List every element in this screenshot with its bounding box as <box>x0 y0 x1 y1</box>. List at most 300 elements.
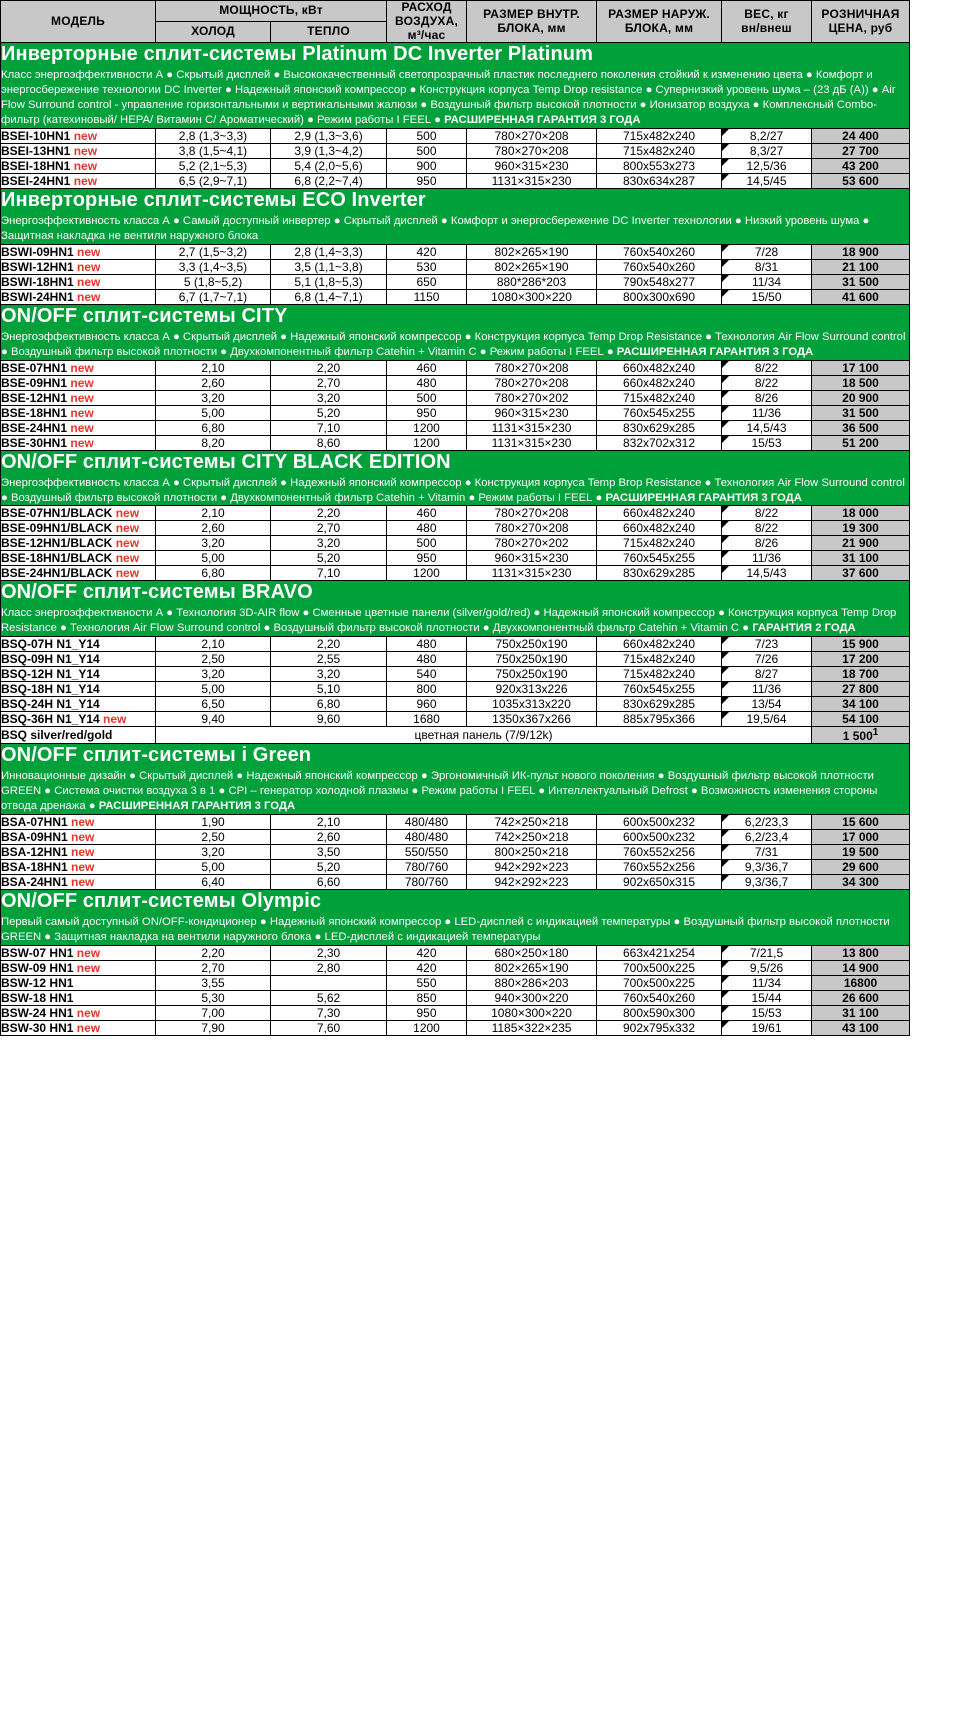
table-row <box>1 405 910 420</box>
cell-airflow: 960 <box>387 697 467 712</box>
cell-outer-size: 660x482x240 <box>597 521 722 536</box>
table-row <box>1 960 910 975</box>
cell-price: 16800 <box>812 975 910 990</box>
table-row <box>1 652 910 667</box>
table-row <box>1 637 910 652</box>
cell-price: 19 300 <box>812 521 910 536</box>
table-row <box>1 360 910 375</box>
table-row <box>1 129 910 144</box>
cell-inner-size: 750x250x190 <box>467 652 597 667</box>
cell-cold-power: 2,60 <box>156 375 271 390</box>
cell-heat-power: 7,10 <box>271 566 387 581</box>
cell-model <box>1 814 156 829</box>
cell-airflow: 500 <box>387 129 467 144</box>
cell-airflow: 1200 <box>387 566 467 581</box>
cell-inner-size: 880×286×203 <box>467 975 597 990</box>
cell-airflow: 1150 <box>387 289 467 304</box>
new-badge: new <box>67 390 94 405</box>
weight-line-2: вн/внеш <box>741 20 792 35</box>
cell-price: 17 000 <box>812 829 910 844</box>
column-header-outer-size <box>597 1 722 43</box>
cell-heat-power: 5,10 <box>271 682 387 697</box>
section-warranty-note: ● РАСШИРЕННАЯ ГАРАНТИЯ 3 ГОДА <box>431 114 641 127</box>
cell-inner-size: 1131×315×230 <box>467 174 597 189</box>
model-name: BSE-12HN1 <box>1 390 68 405</box>
table-row <box>1 289 910 304</box>
cell-price: 27 700 <box>812 144 910 159</box>
new-badge: new <box>67 405 94 420</box>
table-row <box>1 712 910 727</box>
cell-cold-power: 5,00 <box>156 551 271 566</box>
cell-price: 26 600 <box>812 990 910 1005</box>
cell-weight: 9,3/36,7 <box>722 859 812 874</box>
cell-outer-size: 830x629x285 <box>597 697 722 712</box>
cell-price: 43 100 <box>812 1020 910 1035</box>
cell-cold-power: 3,20 <box>156 667 271 682</box>
cell-cold-power: 2,60 <box>156 521 271 536</box>
new-badge: new <box>67 420 94 435</box>
cell-heat-power: 3,50 <box>271 844 387 859</box>
model-name: BSA-18HN1 <box>1 859 68 874</box>
new-badge: new <box>67 859 95 874</box>
cell-model <box>1 960 156 975</box>
cell-model <box>1 712 156 727</box>
cell-outer-size: 760x545x255 <box>597 405 722 420</box>
cell-inner-size: 1080×300×220 <box>467 289 597 304</box>
model-name: BSQ-24H N1_Y14 <box>1 697 100 712</box>
cell-model <box>1 859 156 874</box>
section-description: Энергоэффективность класса А ● Скрытый дисплей ● Надежный японский компрессор ● Конструкция корпуса Temp Drop Resistance ● Технология Air Flow Surround control ● Воздушный фильтр высокой плотности ● Двухкомпонентный фильтр Catehin + Vitamin C ● Режим работы I FEEL ● РАСШИРЕННАЯ ГАРАНТИЯ 3 ГОДА <box>1 330 906 358</box>
cell-inner-size: 1350x367x266 <box>467 712 597 727</box>
cell-outer-size: 715x482x240 <box>597 390 722 405</box>
cell-weight: 6,2/23,3 <box>722 814 812 829</box>
cell-weight: 8/22 <box>722 521 812 536</box>
cell-weight: 8/26 <box>722 390 812 405</box>
outer-line-2: БЛОКА, мм <box>624 20 694 35</box>
cell-inner-size: 960×315×230 <box>467 405 597 420</box>
model-name: BSEI-10HN1 <box>1 129 71 144</box>
cell-price: 54 100 <box>812 712 910 727</box>
column-header-inner-size <box>467 1 597 43</box>
cell-heat-power: 5,20 <box>271 405 387 420</box>
airflow-line-2: ВОЗДУХА, <box>395 13 458 28</box>
section-row <box>1 744 910 815</box>
section-title: ON/OFF сплит-системы Olympic <box>1 889 322 912</box>
cell-cold-power: 2,20 <box>156 945 271 960</box>
cell-inner-size: 750x250x190 <box>467 637 597 652</box>
model-name: BSW-18 HN1 <box>1 990 74 1005</box>
cell-weight: 12,5/36 <box>722 159 812 174</box>
inner-line-1: РАЗМЕР ВНУТР. <box>483 6 580 21</box>
cell-weight: 8,3/27 <box>722 144 812 159</box>
cell-weight: 7/28 <box>722 244 812 259</box>
section-banner <box>1 581 910 637</box>
model-name: BSE-18HN1/BLACK <box>1 551 113 566</box>
cell-airflow: 480/480 <box>387 814 467 829</box>
cell-inner-size: 780×270×202 <box>467 536 597 551</box>
cell-heat-power: 5,1 (1,8~5,3) <box>271 274 387 289</box>
model-name: BSE-24HN1/BLACK <box>1 566 113 581</box>
cell-airflow: 900 <box>387 159 467 174</box>
section-warranty-note: ● РАСШИРЕННАЯ ГАРАНТИЯ 3 ГОДА <box>592 491 802 504</box>
cell-cold-power: 8,20 <box>156 435 271 450</box>
cell-airflow: 780/760 <box>387 859 467 874</box>
model-name: BSW-09 HN1 <box>1 960 74 975</box>
table-row <box>1 420 910 435</box>
cell-heat-power: 6,80 <box>271 697 387 712</box>
cell-inner-size: 742×250×218 <box>467 829 597 844</box>
cell-weight: 15/50 <box>722 289 812 304</box>
cell-weight: 13/54 <box>722 697 812 712</box>
cell-airflow: 950 <box>387 1005 467 1020</box>
cell-weight: 7/26 <box>722 652 812 667</box>
cell-outer-size: 902x650x315 <box>597 874 722 889</box>
cell-weight: 8/27 <box>722 667 812 682</box>
cell-cold-power: 5 (1,8~5,2) <box>156 274 271 289</box>
table-row <box>1 975 910 990</box>
cell-airflow: 420 <box>387 945 467 960</box>
airflow-line-3: м³/час <box>407 27 446 42</box>
new-badge: new <box>67 874 95 889</box>
cell-cold-power: 5,30 <box>156 990 271 1005</box>
cell-inner-size: 780×270×208 <box>467 521 597 536</box>
cell-cold-power: 2,10 <box>156 360 271 375</box>
cell-outer-size: 760x552x256 <box>597 859 722 874</box>
cell-model <box>1 874 156 889</box>
cell-weight: 19,5/64 <box>722 712 812 727</box>
table-row <box>1 859 910 874</box>
cell-model <box>1 1020 156 1035</box>
cell-inner-size: 940×300×220 <box>467 990 597 1005</box>
cell-price: 36 500 <box>812 420 910 435</box>
cell-airflow: 480 <box>387 652 467 667</box>
cell-price: 20 900 <box>812 390 910 405</box>
cell-model <box>1 274 156 289</box>
cell-panel-note: цветная панель (7/9/12k) <box>156 727 812 744</box>
cell-model <box>1 682 156 697</box>
cell-price <box>812 727 910 744</box>
cell-price: 31 500 <box>812 274 910 289</box>
cell-airflow: 480/480 <box>387 829 467 844</box>
table-row <box>1 521 910 536</box>
cell-weight: 9,5/26 <box>722 960 812 975</box>
cell-outer-size: 660x482x240 <box>597 360 722 375</box>
cell-cold-power: 9,40 <box>156 712 271 727</box>
cell-outer-size: 800x590x300 <box>597 1005 722 1020</box>
cell-model <box>1 244 156 259</box>
cell-inner-size: 960×315×230 <box>467 159 597 174</box>
cell-price: 24 400 <box>812 129 910 144</box>
column-header-price <box>812 1 910 43</box>
new-badge: new <box>112 566 140 581</box>
cell-weight: 8/26 <box>722 536 812 551</box>
cell-heat-power: 8,60 <box>271 435 387 450</box>
cell-inner-size: 780×270×208 <box>467 375 597 390</box>
table-row <box>1 945 910 960</box>
cell-airflow: 420 <box>387 960 467 975</box>
model-name: BSWI-18HN1 <box>1 274 74 289</box>
table-row <box>1 506 910 521</box>
new-badge: new <box>112 506 140 521</box>
cell-inner-size: 802×265×190 <box>467 960 597 975</box>
cell-inner-size: 1035x313x220 <box>467 697 597 712</box>
cell-price: 18 900 <box>812 244 910 259</box>
cell-outer-size: 715x482x240 <box>597 652 722 667</box>
cell-price: 31 100 <box>812 1005 910 1020</box>
cell-model <box>1 637 156 652</box>
cell-outer-size: 885x795x366 <box>597 712 722 727</box>
weight-line-1: ВЕС, кг <box>744 6 789 21</box>
new-badge: new <box>73 244 101 259</box>
cell-model <box>1 667 156 682</box>
section-description: Класс энергоэффективности А ● Скрытый дисплей ● Высококачественный светопрозрачный пластик последнего поколения стойкий к изменению цвета ● Комфорт и энергосбережение технологии DC Inverter ● Надежный японский компрессор ● Конструкция корпуса Temp Drop resistance ● Супернизкий уровень шума – (23 дБ (А)) ● Air Flow Surround control - управление горизонтальными и вертикальными жалюзи ● Воздушный фильтр высокой плотности ● Ионизатор воздуха ● Комплексный Combo-фильтр (катехиновый/ НЕРА/ Витамин С/ Ароматический) ● Режим работы I FEEL ● РАСШИРЕННАЯ ГАРАНТИЯ 3 ГОДА <box>1 69 896 127</box>
cell-inner-size: 780×270×208 <box>467 360 597 375</box>
cell-cold-power: 2,50 <box>156 829 271 844</box>
cell-heat-power: 7,60 <box>271 1020 387 1035</box>
cell-model <box>1 551 156 566</box>
cell-price: 37 600 <box>812 566 910 581</box>
cell-airflow: 500 <box>387 144 467 159</box>
table-row <box>1 174 910 189</box>
section-title: ON/OFF сплит-системы CITY BLACK EDITION <box>1 450 451 473</box>
cell-outer-size: 700x500x225 <box>597 975 722 990</box>
cell-model <box>1 697 156 712</box>
new-badge: new <box>99 712 127 727</box>
section-title: ON/OFF сплит-системы CITY <box>1 304 288 327</box>
cell-heat-power: 2,60 <box>271 829 387 844</box>
cell-inner-size: 1131×315×230 <box>467 435 597 450</box>
cell-weight: 7/31 <box>722 844 812 859</box>
table-row <box>1 274 910 289</box>
cell-price: 43 200 <box>812 159 910 174</box>
cell-cold-power: 7,00 <box>156 1005 271 1020</box>
table-row <box>1 697 910 712</box>
column-header-airflow <box>387 1 467 43</box>
cell-outer-size: 830x629x285 <box>597 566 722 581</box>
cell-outer-size: 830x629x285 <box>597 420 722 435</box>
section-banner <box>1 189 910 245</box>
model-name: BSA-07HN1 <box>1 814 68 829</box>
cell-price: 27 800 <box>812 682 910 697</box>
cell-outer-size: 800x300x690 <box>597 289 722 304</box>
cell-model <box>1 435 156 450</box>
table-row <box>1 144 910 159</box>
cell-inner-size: 920x313x226 <box>467 682 597 697</box>
cell-model <box>1 405 156 420</box>
cell-weight: 11/34 <box>722 274 812 289</box>
cell-outer-size: 600x500x232 <box>597 829 722 844</box>
cell-model <box>1 945 156 960</box>
cell-airflow: 550/550 <box>387 844 467 859</box>
cell-outer-size: 790x548x277 <box>597 274 722 289</box>
model-name: BSA-24HN1 <box>1 874 68 889</box>
cell-price: 15 600 <box>812 814 910 829</box>
cell-heat-power: 2,55 <box>271 652 387 667</box>
new-badge: new <box>73 1020 101 1035</box>
cell-price: 19 500 <box>812 844 910 859</box>
cell-airflow: 950 <box>387 174 467 189</box>
table-row <box>1 844 910 859</box>
new-badge: new <box>67 375 94 390</box>
cell-inner-size: 1185×322×235 <box>467 1020 597 1035</box>
cell-heat-power: 2,20 <box>271 506 387 521</box>
cell-cold-power: 6,40 <box>156 874 271 889</box>
table-row <box>1 1005 910 1020</box>
model-name: BSW-07 HN1 <box>1 945 74 960</box>
cell-weight: 14,5/43 <box>722 420 812 435</box>
section-description: Первый самый доступный ON/OFF-кондиционер ● Надежный японский компрессор ● LED-дисплей с индикацией температуры ● Воздушный фильтр высокой плотности GREEN ● Защитная накладка на вентили наружного блока ● LED-дисплей с индикацией температуры <box>1 915 890 943</box>
cell-inner-size: 942×292×223 <box>467 859 597 874</box>
cell-heat-power: 7,30 <box>271 1005 387 1020</box>
model-name: BSQ-18H N1_Y14 <box>1 682 100 697</box>
price-line-1: РОЗНИЧНАЯ <box>821 6 900 21</box>
cell-weight: 14,5/43 <box>722 566 812 581</box>
cell-cold-power: 5,00 <box>156 405 271 420</box>
cell-cold-power: 2,10 <box>156 506 271 521</box>
table-row <box>1 990 910 1005</box>
cell-outer-size: 700x500x225 <box>597 960 722 975</box>
new-badge: new <box>73 289 101 304</box>
column-header-heat: ТЕПЛО <box>271 22 387 43</box>
cell-model <box>1 521 156 536</box>
cell-model <box>1 375 156 390</box>
cell-cold-power: 2,10 <box>156 637 271 652</box>
cell-weight: 15/53 <box>722 435 812 450</box>
cell-price: 41 600 <box>812 289 910 304</box>
cell-heat-power: 3,20 <box>271 667 387 682</box>
cell-cold-power: 3,55 <box>156 975 271 990</box>
cell-price: 21 100 <box>812 259 910 274</box>
model-name: BSE-30HN1 <box>1 435 68 450</box>
cell-outer-size: 760x540x260 <box>597 244 722 259</box>
cell-heat-power: 9,60 <box>271 712 387 727</box>
cell-weight: 11/36 <box>722 551 812 566</box>
cell-heat-power: 6,60 <box>271 874 387 889</box>
cell-model <box>1 259 156 274</box>
cell-outer-size: 660x482x240 <box>597 506 722 521</box>
cell-weight: 19/61 <box>722 1020 812 1035</box>
new-badge: new <box>112 521 140 536</box>
model-name: BSWI-09HN1 <box>1 244 74 259</box>
cell-inner-size: 742×250×218 <box>467 814 597 829</box>
model-name: BSE-09HN1 <box>1 375 68 390</box>
model-name: BSEI-24HN1 <box>1 174 71 189</box>
cell-cold-power: 3,8 (1,5~4,1) <box>156 144 271 159</box>
cell-airflow: 540 <box>387 667 467 682</box>
cell-outer-size: 760x545x255 <box>597 682 722 697</box>
cell-model <box>1 844 156 859</box>
cell-outer-size: 830x634x287 <box>597 174 722 189</box>
table-row <box>1 1020 910 1035</box>
cell-weight: 14,5/45 <box>722 174 812 189</box>
section-title: Инверторные сплит-системы Platinum DC Inverter Platinum <box>1 43 593 66</box>
cell-heat-power: 2,70 <box>271 375 387 390</box>
new-badge: new <box>67 435 94 450</box>
cell-heat-power: 5,20 <box>271 859 387 874</box>
cell-model <box>1 289 156 304</box>
cell-price: 31 500 <box>812 405 910 420</box>
cell-airflow: 1680 <box>387 712 467 727</box>
cell-weight: 8/22 <box>722 360 812 375</box>
model-name: BSE-24HN1 <box>1 420 68 435</box>
cell-price: 21 900 <box>812 536 910 551</box>
section-description: Энергоэффективность класса А ● Скрытый дисплей ● Надежный японский компрессор ● Конструкция корпуса Temp Вrop Resistance ● Технология Air Flow Surround control ● Воздушный фильтр высокой плотности ● Двухкомпонентный фильтр Catehin + Vitamin ● Режим работы I FEEL ● РАСШИРЕННАЯ ГАРАНТИЯ 3 ГОДА <box>1 476 905 504</box>
cell-cold-power: 1,90 <box>156 814 271 829</box>
cell-airflow: 420 <box>387 244 467 259</box>
cell-model <box>1 390 156 405</box>
cell-cold-power: 6,80 <box>156 566 271 581</box>
cell-airflow: 460 <box>387 506 467 521</box>
cell-cold-power: 2,50 <box>156 652 271 667</box>
section-warranty-note: ГАРАНТИЯ 2 ГОДА <box>749 622 856 635</box>
section-warranty-note: РАСШИРЕННАЯ ГАРАНТИЯ 3 ГОДА <box>95 800 296 813</box>
section-banner <box>1 889 910 945</box>
new-badge: new <box>67 814 95 829</box>
cell-inner-size: 802×265×190 <box>467 259 597 274</box>
cell-outer-size: 660x482x240 <box>597 375 722 390</box>
cell-price: 29 600 <box>812 859 910 874</box>
cell-cold-power: 3,20 <box>156 536 271 551</box>
cell-price: 14 900 <box>812 960 910 975</box>
cell-heat-power: 2,30 <box>271 945 387 960</box>
cell-airflow: 480 <box>387 637 467 652</box>
section-description: Энергоэффективность класса А ● Самый доступный инвертер ● Скрытый дисплей ● Комфорт и энергосбережение DC Inverter технологии ● Низкий уровень шума ● Защитная накладка не вентили наружного блока <box>1 215 870 242</box>
cell-outer-size: 760x545x255 <box>597 551 722 566</box>
model-name: BSEI-18HN1 <box>1 159 71 174</box>
table-row <box>1 244 910 259</box>
cell-outer-size: 715x482x240 <box>597 129 722 144</box>
cell-inner-size: 680×250×180 <box>467 945 597 960</box>
cell-inner-size: 780×270×208 <box>467 506 597 521</box>
table-body <box>1 43 910 1035</box>
cell-weight: 11/36 <box>722 405 812 420</box>
section-row <box>1 43 910 129</box>
new-badge: new <box>73 960 101 975</box>
cell-airflow: 780/760 <box>387 874 467 889</box>
cell-inner-size: 780×270×208 <box>467 129 597 144</box>
column-header-power: МОЩНОСТЬ, кВт <box>156 1 387 22</box>
model-name: BSEI-13HN1 <box>1 144 71 159</box>
section-banner <box>1 43 910 129</box>
model-name: BSWI-12HN1 <box>1 259 74 274</box>
cell-price: 17 200 <box>812 652 910 667</box>
cell-weight: 15/53 <box>722 1005 812 1020</box>
cell-airflow: 950 <box>387 405 467 420</box>
cell-airflow: 480 <box>387 375 467 390</box>
model-name: BSQ-36H N1_Y14 <box>1 712 100 727</box>
cell-airflow: 950 <box>387 551 467 566</box>
cell-price: 18 500 <box>812 375 910 390</box>
cell-weight: 9,3/36,7 <box>722 874 812 889</box>
cell-model <box>1 144 156 159</box>
cell-outer-size: 800x553x273 <box>597 159 722 174</box>
cell-heat-power: 2,20 <box>271 637 387 652</box>
section-row <box>1 304 910 360</box>
cell-model <box>1 975 156 990</box>
outer-line-1: РАЗМЕР НАРУЖ. <box>608 6 710 21</box>
cell-heat-power: 2,10 <box>271 814 387 829</box>
price-value: 1 500 <box>842 729 873 744</box>
cell-cold-power: 6,7 (1,7~7,1) <box>156 289 271 304</box>
table-row <box>1 390 910 405</box>
cell-inner-size: 880*286*203 <box>467 274 597 289</box>
cell-cold-power: 5,00 <box>156 859 271 874</box>
cell-inner-size: 1080×300×220 <box>467 1005 597 1020</box>
section-row <box>1 581 910 637</box>
cell-weight: 6,2/23,4 <box>722 829 812 844</box>
cell-price: 18 700 <box>812 667 910 682</box>
cell-weight: 15/44 <box>722 990 812 1005</box>
